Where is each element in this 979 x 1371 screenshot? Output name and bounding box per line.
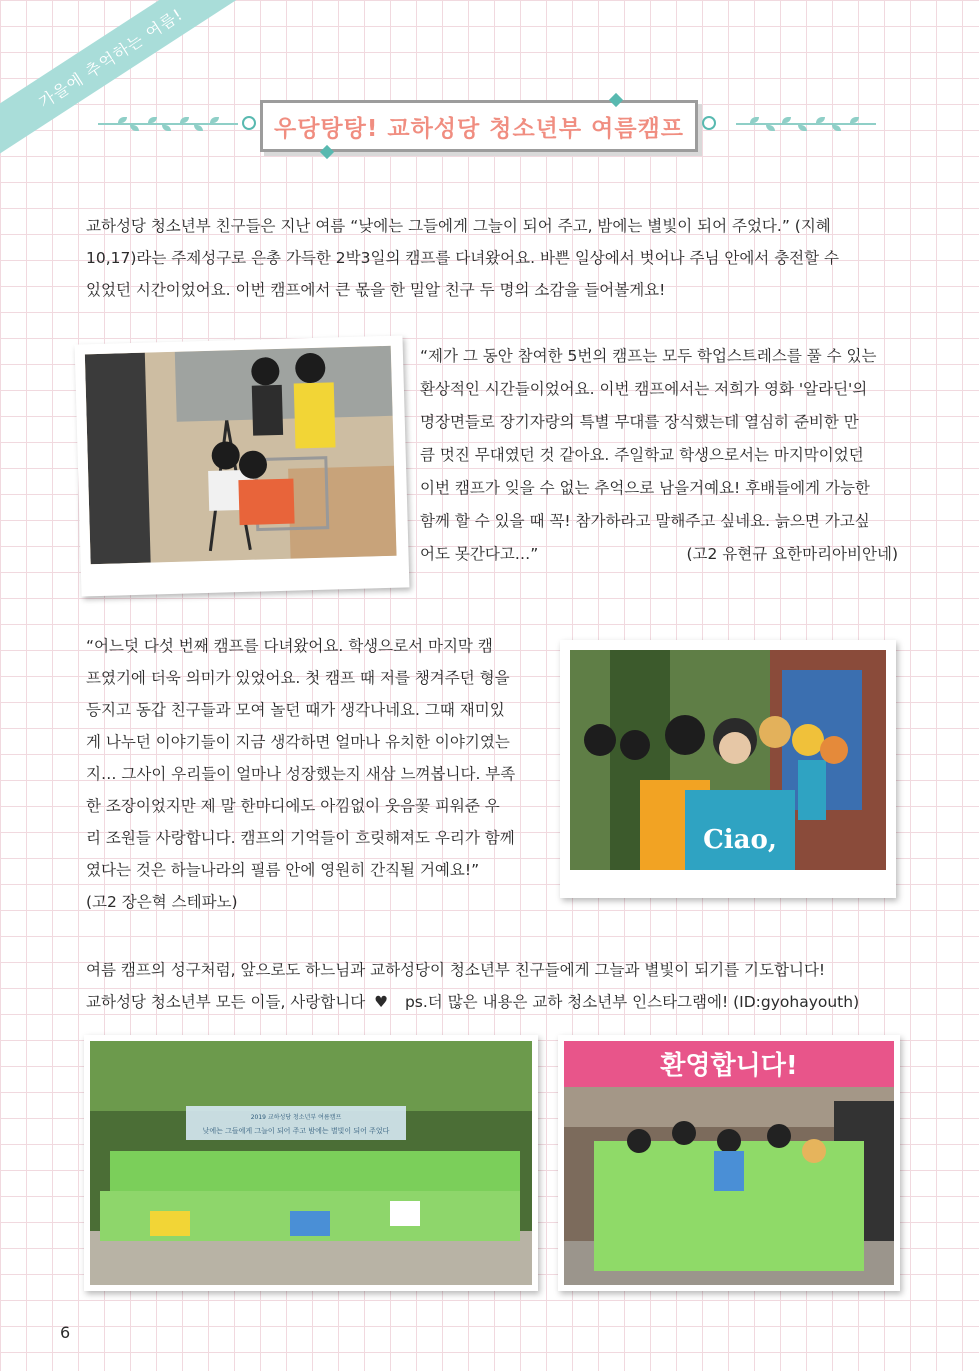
- photo-welcome: [558, 1035, 900, 1291]
- page-title: 우당탕탕! 교하성당 청소년부 여름캠프: [274, 115, 684, 142]
- quote-line: 환상적인 시간들이었어요. 이번 캠프에서는 저희가 영화 '알라딘'의: [420, 380, 868, 398]
- title-box: [260, 100, 698, 152]
- photo-rehearsal: [75, 335, 410, 596]
- quote-line: 지… 그사이 우리들이 얼마나 성장했는지 새삼 느껴봅니다. 부족: [86, 765, 516, 783]
- quote-line: 한 조장이었지만 제 말 한마디에도 아낌없이 웃음꽃 피워준 우: [86, 797, 500, 815]
- vine-decoration-right: [736, 114, 876, 134]
- closing-line: 여름 캠프의 성구처럼, 앞으로도 하느님과 교하성당이 청소년부 친구들에게 그늘과 별빛이 되기를 기도합니다!: [86, 961, 826, 979]
- quote-author: (고2 장은혁 스테파노): [86, 893, 238, 911]
- photo-friends: [560, 640, 896, 898]
- quote-author: (고2 유현규 요한마리아비안네): [686, 545, 898, 563]
- quote-line: 명장면들로 장기자랑의 특별 무대를 장식했는데 열심히 준비한 만: [420, 413, 859, 431]
- quote-line: 프였기에 더욱 의미가 있었어요. 첫 캠프 때 저를 챙겨주던 형을: [86, 669, 510, 687]
- intro-paragraph: [86, 210, 906, 306]
- quote-line: 리 조원들 사랑합니다. 캠프의 기억들이 흐릿해져도 우리가 함께: [86, 829, 515, 847]
- shirt-text: Ciao,: [703, 825, 777, 855]
- closing-line: 교하성당 청소년부 모든 이들, 사랑합니다: [86, 993, 366, 1011]
- quote-jang: [86, 630, 536, 918]
- intro-line: 교하성당 청소년부 친구들은 지난 여름 “낮에는 그들에게 그늘이 되어 주고, 밤에는 별빛이 되어 주었다.” (지혜: [86, 217, 831, 235]
- quote-line: 이번 캠프가 잊을 수 없는 추억으로 남을거예요! 후배들에게 가능한: [420, 479, 870, 497]
- banner-text: 2019 교하성당 청소년부 여름캠프: [250, 1114, 342, 1121]
- quote-line: 게 나누던 이야기들이 지금 생각하면 얼마나 유치한 이야기였는: [86, 733, 510, 751]
- hook-icon-right: [702, 116, 716, 130]
- ribbon-text: 가을에 추억하는 여름!: [35, 4, 187, 112]
- closing-line: ps.더 많은 내용은 교하 청소년부 인스타그램에! (ID:gyohayouth): [404, 993, 860, 1011]
- photo-group: [84, 1035, 538, 1291]
- intro-line: 10,17)라는 주제성구로 은총 가득한 2박3일의 캠프를 다녀왔어요. 바쁜 일상에서 벗어나 주님 안에서 충전할 수: [86, 249, 840, 267]
- quote-line: “어느덧 다섯 번째 캠프를 다녀왔어요. 학생으로서 마지막 캠: [86, 637, 493, 655]
- welcome-sign: 환영합니다!: [660, 1051, 798, 1081]
- page-number: 6: [60, 1323, 71, 1342]
- closing-paragraph: [86, 954, 916, 1018]
- banner-text: 낮에는 그들에게 그늘이 되어 주고 밤에는 별빛이 되어 주었다: [202, 1127, 390, 1135]
- vine-decoration-left: [98, 114, 238, 134]
- quote-line: “제가 그 동안 참여한 5번의 캠프는 모두 학업스트레스를 풀 수 있는: [420, 347, 877, 365]
- heart-icon: ♥: [374, 993, 389, 1011]
- quote-line: 어도 못간다고…”: [420, 545, 539, 563]
- quote-yoo: [420, 340, 910, 571]
- quote-line: 등지고 동갑 친구들과 모여 놀던 때가 생각나네요. 그때 재미있: [86, 701, 505, 719]
- hook-icon-left: [242, 116, 256, 130]
- title-area: [90, 100, 890, 156]
- intro-line: 있었던 시간이었어요. 이번 캠프에서 큰 몫을 한 밀알 친구 두 명의 소감을 들어볼게요!: [86, 281, 666, 299]
- quote-line: 큼 멋진 무대였던 것 같아요. 주일학교 학생으로서는 마지막이었던: [420, 446, 864, 464]
- quote-line: 였다는 것은 하늘나라의 필름 안에 영원히 간직될 거예요!”: [86, 861, 480, 879]
- quote-line: 함께 할 수 있을 때 꼭! 참가하라고 말해주고 싶네요. 늙으면 가고싶: [420, 512, 870, 530]
